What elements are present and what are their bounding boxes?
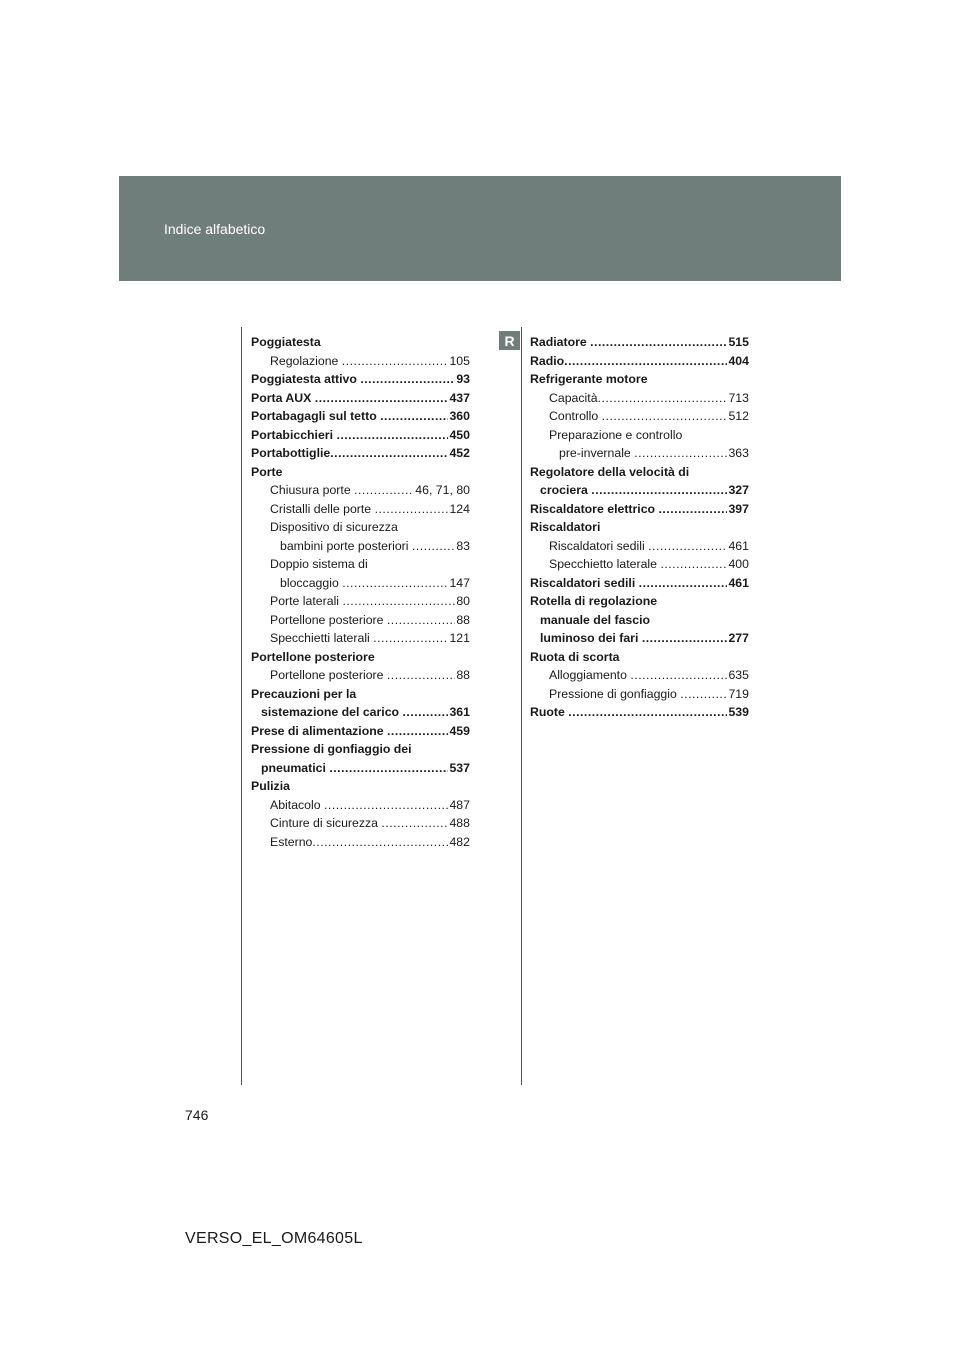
leader-dots: [342, 352, 449, 371]
index-entry-text: pneumatici: [261, 760, 330, 775]
index-entry-text: Portellone posteriore: [270, 668, 387, 682]
leader-dots: [642, 629, 728, 648]
index-entry-page: 80: [456, 594, 470, 608]
leader-dots: [387, 611, 455, 630]
index-entry: [251, 370, 470, 389]
leader-dots: [336, 426, 448, 445]
index-entry-page: 512: [728, 409, 749, 423]
index-entry: [251, 352, 470, 371]
leader-dots: [634, 444, 727, 463]
index-entry-text: Prese di alimentazione: [251, 723, 387, 738]
index-entry-text: Riscaldatori sedili: [549, 538, 649, 553]
leader-dots: [412, 537, 455, 556]
index-entry: [530, 352, 749, 371]
leader-dots: [568, 703, 727, 722]
index-entry: [530, 389, 749, 408]
index-entry-text: Portabicchieri: [251, 427, 337, 442]
index-entry: [530, 426, 749, 445]
index-entry: [251, 703, 470, 722]
index-entry-text: Porte: [251, 464, 283, 479]
index-entry: [251, 500, 470, 519]
index-entry-text: Specchietto laterale: [549, 557, 661, 571]
document-code: VERSO_EL_OM64605L: [185, 1230, 363, 1247]
index-entry-text: Pulizia: [251, 779, 290, 793]
leader-dots: [639, 574, 728, 593]
leader-dots: [680, 685, 727, 704]
leader-dots: [375, 500, 449, 519]
index-entry-text: Capacità: [549, 390, 598, 405]
index-entry-text: Precauzioni per la: [251, 686, 357, 701]
index-entry-text: luminoso dei fari: [540, 631, 642, 645]
index-entry: [530, 333, 749, 352]
index-entry-page: 277: [728, 631, 749, 645]
leader-dots: [342, 574, 448, 593]
index-entry-page: 537: [449, 760, 470, 775]
index-column-left: [251, 333, 470, 851]
leader-dots: [658, 500, 727, 519]
index-entry: [251, 444, 470, 463]
index-letter-tab: R: [499, 331, 520, 350]
index-entry: [251, 796, 470, 815]
index-entry-page: 461: [728, 538, 749, 553]
index-entry: [251, 740, 470, 759]
leader-dots: [312, 833, 448, 852]
leader-dots: [373, 629, 448, 648]
index-entry-text: Radio: [530, 353, 565, 368]
index-entry: [251, 592, 470, 611]
leader-dots: [402, 703, 448, 722]
column-divider-right: [521, 327, 522, 1085]
leader-dots: [315, 389, 449, 408]
index-entry-text: manuale del fascio: [540, 612, 651, 627]
index-entry-text: Portabagagli sul tetto: [251, 409, 381, 423]
leader-dots: [602, 407, 728, 426]
index-entry-page: 46, 71, 80: [415, 483, 470, 497]
leader-dots: [630, 666, 727, 685]
index-entry: [251, 722, 470, 741]
index-entry: [251, 648, 470, 667]
index-entry-text: Portabottiglie: [251, 446, 331, 460]
index-entry-text: Porte laterali: [270, 594, 343, 608]
index-entry: [530, 592, 749, 611]
index-entry-page: 124: [449, 501, 470, 516]
leader-dots: [329, 759, 448, 778]
index-entry-page: 360: [449, 409, 470, 423]
index-entry: [530, 703, 749, 722]
leader-dots: [598, 389, 728, 408]
index-entry-page: 461: [728, 575, 749, 590]
index-entry-text: bambini porte posteriori: [280, 538, 412, 553]
leader-dots: [648, 537, 727, 556]
index-entry: [530, 611, 749, 630]
index-entry-text: bloccaggio: [280, 575, 343, 590]
leader-dots: [591, 481, 727, 500]
index-entry-page: 363: [728, 446, 749, 460]
index-entry: [251, 555, 470, 574]
index-entry-text: Refrigerante motore: [530, 372, 648, 386]
index-entry: [251, 426, 470, 445]
index-entry-page: 83: [456, 538, 470, 553]
index-entry: [530, 463, 749, 482]
index-entry-page: 719: [728, 686, 749, 701]
index-entry-text: Ruota di scorta: [530, 649, 620, 664]
index-entry-page: 400: [728, 557, 749, 571]
page-number: 746: [185, 1107, 209, 1123]
index-entry-page: 88: [456, 668, 470, 682]
leader-dots: [564, 352, 727, 371]
index-entry-page: 437: [449, 390, 470, 405]
index-entry-text: Radiatore: [530, 335, 591, 349]
index-entry-text: Rotella di regolazione: [530, 594, 658, 608]
index-entry-page: 88: [456, 612, 470, 627]
index-entry-page: 147: [449, 575, 470, 590]
index-entry-text: Cinture di sicurezza: [270, 816, 382, 830]
leader-dots: [354, 481, 414, 500]
index-entry-text: Abitacolo: [270, 797, 325, 812]
index-column-right: [530, 333, 749, 722]
index-entry-page: 713: [728, 390, 749, 405]
index-entry: [251, 666, 470, 685]
index-entry-page: 487: [449, 797, 470, 812]
index-entry-text: Doppio sistema di: [270, 557, 368, 571]
index-entry-page: 361: [449, 705, 470, 719]
index-entry-text: Preparazione e controllo: [549, 427, 683, 442]
index-entry-page: 539: [728, 705, 749, 719]
leader-dots: [342, 592, 455, 611]
index-entry: [530, 370, 749, 389]
section-title: Indice alfabetico: [164, 221, 266, 237]
index-entry: [251, 518, 470, 537]
index-entry: [530, 666, 749, 685]
leader-dots: [324, 796, 448, 815]
index-entry-text: Dispositivo di sicurezza: [270, 520, 398, 534]
index-entry-text: Alloggiamento: [549, 668, 631, 682]
index-entry: [530, 518, 749, 537]
index-entry: [251, 814, 470, 833]
index-entry: [251, 481, 470, 500]
index-entry: [530, 481, 749, 500]
index-entry-text: Regolatore della velocità di: [530, 464, 690, 479]
leader-dots: [387, 722, 448, 741]
index-entry-text: Portellone posteriore: [270, 612, 387, 627]
index-entry-text: Riscaldatore elettrico: [530, 501, 659, 516]
index-entry-page: 459: [449, 723, 470, 738]
index-entry: [251, 389, 470, 408]
index-entry-text: Regolazione: [270, 353, 342, 368]
leader-dots: [380, 407, 448, 426]
index-entry-page: 121: [449, 631, 470, 645]
index-entry-page: 397: [728, 501, 749, 516]
index-entry: [530, 648, 749, 667]
leader-dots: [387, 666, 455, 685]
index-entry-text: Cristalli delle porte: [270, 501, 375, 516]
index-entry-text: Chiusura porte: [270, 483, 355, 497]
index-entry-page: 482: [449, 834, 470, 849]
index-entry-text: pre-invernale: [559, 446, 635, 460]
index-entry-text: sistemazione del carico: [261, 705, 403, 719]
index-entry-page: 450: [449, 427, 470, 442]
index-entry-text: crociera: [540, 483, 592, 497]
index-entry: [530, 407, 749, 426]
index-entry-text: Esterno: [270, 834, 313, 849]
index-entry: [251, 574, 470, 593]
index-entry: [530, 444, 749, 463]
index-entry: [251, 537, 470, 556]
index-entry-text: Controllo: [549, 409, 602, 423]
column-divider-left: [241, 327, 242, 1085]
index-entry: [530, 537, 749, 556]
index-entry: [251, 333, 470, 352]
index-entry-text: Poggiatesta attivo: [251, 372, 361, 386]
leader-dots: [381, 814, 448, 833]
index-entry-text: Ruote: [530, 705, 569, 719]
index-entry: [251, 759, 470, 778]
index-entry: [530, 574, 749, 593]
index-entry: [530, 555, 749, 574]
index-entry-text: Pressione di gonfiaggio: [549, 686, 681, 701]
index-entry: [251, 833, 470, 852]
index-entry: [530, 500, 749, 519]
index-entry: [530, 629, 749, 648]
index-entry-text: Riscaldatori: [530, 520, 601, 534]
index-entry-text: Portellone posteriore: [251, 649, 375, 664]
index-entry: [251, 777, 470, 796]
index-entry-page: 404: [728, 353, 749, 368]
leader-dots: [660, 555, 727, 574]
leader-dots: [360, 370, 455, 389]
index-entry-text: Pressione di gonfiaggio dei: [251, 742, 412, 756]
index-entry-text: Porta AUX: [251, 390, 315, 405]
index-entry: [251, 407, 470, 426]
index-entry-page: 93: [456, 372, 470, 386]
index-entry-text: Riscaldatori sedili: [530, 575, 639, 590]
index-entry: [530, 685, 749, 704]
index-entry-page: 105: [449, 353, 470, 368]
index-entry: [251, 611, 470, 630]
index-entry-page: 452: [449, 446, 470, 460]
index-entry: [251, 463, 470, 482]
index-entry-text: Poggiatesta: [251, 335, 321, 349]
index-entry-page: 515: [728, 335, 749, 349]
leader-dots: [330, 444, 448, 463]
index-entry-page: 327: [728, 483, 749, 497]
index-entry: [251, 685, 470, 704]
index-entry-page: 635: [728, 668, 749, 682]
index-entry-text: Specchietti laterali: [270, 631, 374, 645]
leader-dots: [590, 333, 727, 352]
index-entry: [251, 629, 470, 648]
index-entry-page: 488: [449, 816, 470, 830]
